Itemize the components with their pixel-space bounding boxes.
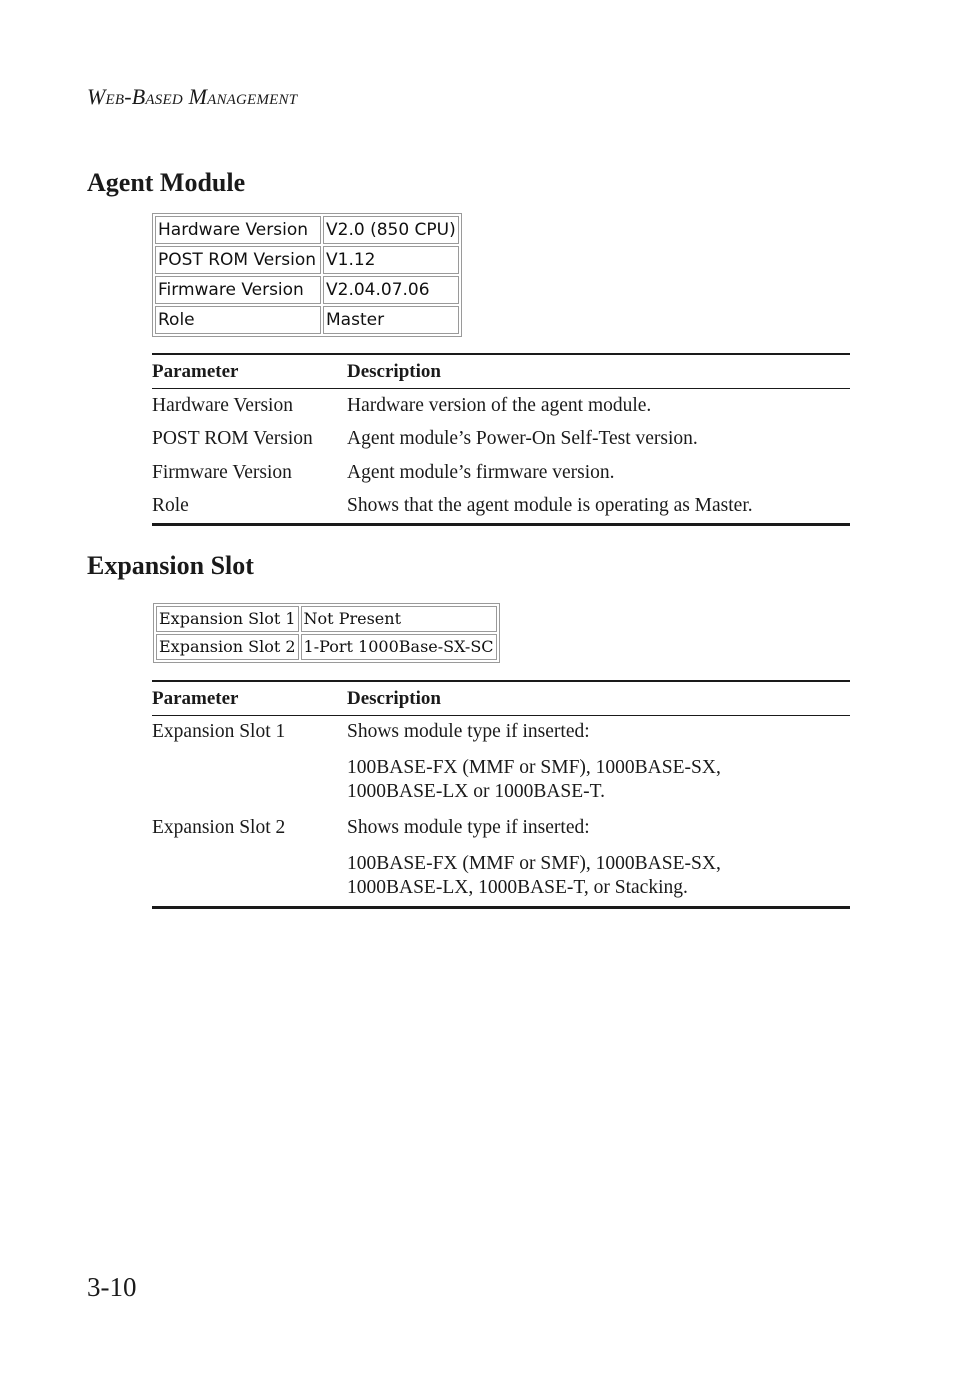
expansion-slot-screenshot-table <box>153 603 500 663</box>
agent-module-screenshot-table <box>152 213 462 337</box>
table-row <box>155 216 459 244</box>
description-cell: Agent module’s Power-On Self-Test version. <box>347 428 698 450</box>
description-cell <box>347 816 850 900</box>
agent-module-parameter-table <box>152 353 850 526</box>
table-cell-label: Expansion Slot 1 <box>156 606 299 632</box>
column-header-parameter: Parameter <box>152 687 239 709</box>
table-row <box>156 606 497 632</box>
table-row <box>152 490 850 524</box>
column-header-description: Description <box>347 360 441 382</box>
description-line: 100BASE-FX (MMF or SMF), 1000BASE-SX, <box>347 853 721 874</box>
parameter-cell: Expansion Slot 1 <box>152 721 286 742</box>
description-cell <box>347 720 850 804</box>
column-header-description: Description <box>347 687 441 709</box>
table-header-row <box>152 355 850 389</box>
table-cell-label: Expansion Slot 2 <box>156 634 299 660</box>
parameter-cell: Hardware Version <box>152 394 293 416</box>
page-number: 3-10 <box>87 1272 137 1302</box>
table-cell-value: 1-Port 1000Base-SX-SC <box>301 634 497 660</box>
description-line: Shows module type if inserted: <box>347 721 590 742</box>
description-cell: Shows that the agent module is operating as Master. <box>347 495 753 517</box>
table-row <box>152 423 850 457</box>
table-cell-value: V2.0 (850 CPU) <box>323 216 459 244</box>
expansion-slot-parameter-table <box>152 680 850 909</box>
parameter-cell: POST ROM Version <box>152 428 313 450</box>
description-line: 100BASE-FX (MMF or SMF), 1000BASE-SX, <box>347 757 721 778</box>
table-cell-label: POST ROM Version <box>155 246 321 274</box>
table-cell-value: V2.04.07.06 <box>323 276 459 304</box>
table-cell-value: Master <box>323 306 459 334</box>
description-cell: Agent module’s firmware version. <box>347 461 615 483</box>
description-line: Shows module type if inserted: <box>347 817 590 838</box>
section-heading-agent-module: Agent Module <box>87 168 246 197</box>
table-header-row <box>152 682 850 716</box>
description-line: 1000BASE-LX or 1000BASE-T. <box>347 781 606 802</box>
section-heading-expansion-slot: Expansion Slot <box>87 551 254 580</box>
table-row <box>156 634 497 660</box>
description-line: 1000BASE-LX, 1000BASE-T, or Stacking. <box>347 877 688 898</box>
table-row <box>155 276 459 304</box>
column-header-parameter: Parameter <box>152 360 239 382</box>
table-cell-label: Firmware Version <box>155 276 321 304</box>
table-cell-label: Hardware Version <box>155 216 321 244</box>
parameter-cell: Firmware Version <box>152 461 292 483</box>
table-cell-value: V1.12 <box>323 246 459 274</box>
parameter-cell: Expansion Slot 2 <box>152 817 286 838</box>
table-row <box>152 804 850 900</box>
description-cell: Hardware version of the agent module. <box>347 394 652 416</box>
table-row <box>152 716 850 804</box>
table-row <box>155 246 459 274</box>
table-row <box>152 389 850 423</box>
parameter-cell: Role <box>152 495 189 517</box>
table-row <box>155 306 459 334</box>
table-row <box>152 456 850 490</box>
table-cell-value: Not Present <box>301 606 497 632</box>
table-cell-label: Role <box>155 306 321 334</box>
running-header: Web-Based Management <box>87 84 298 109</box>
